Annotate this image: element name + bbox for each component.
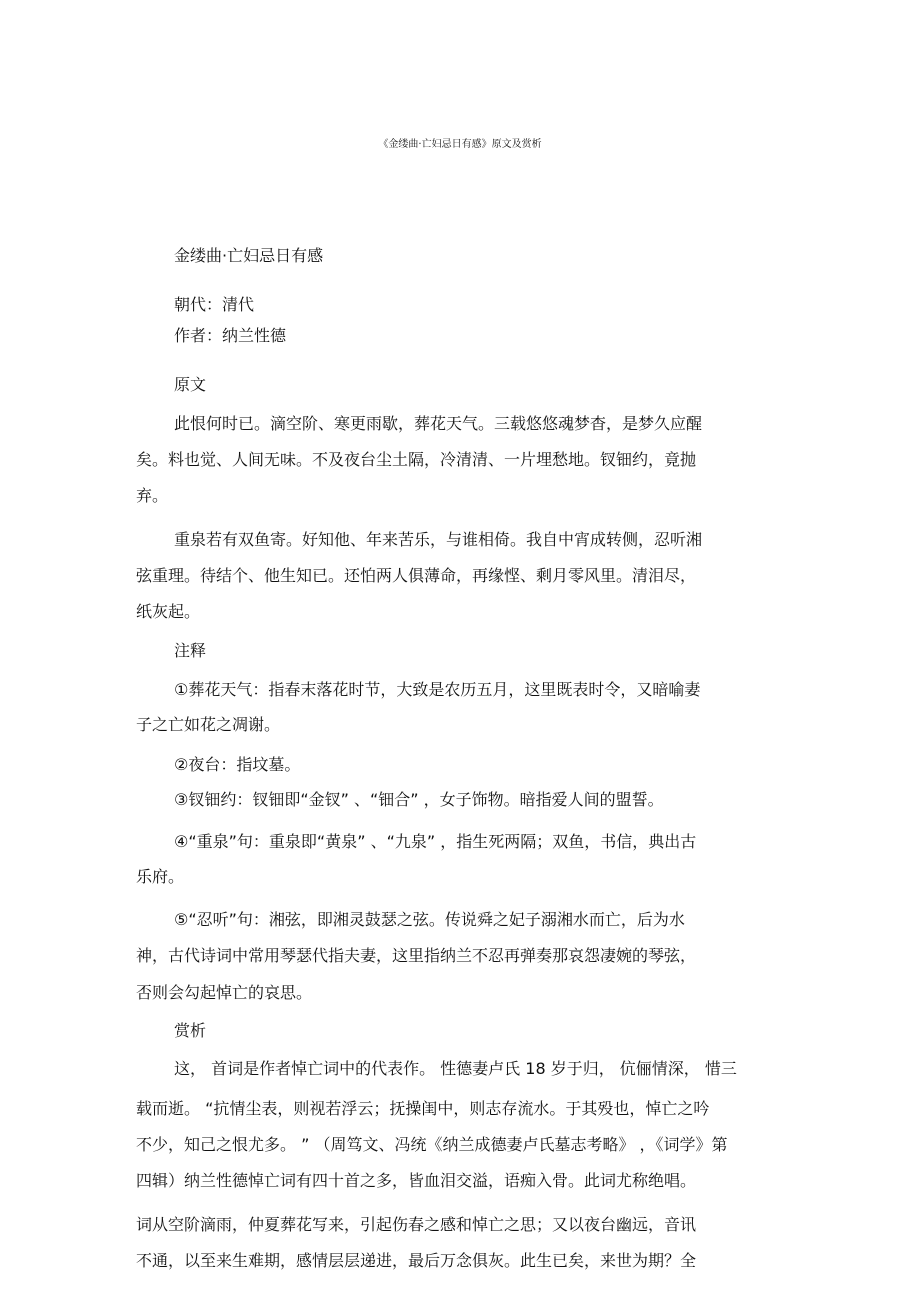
note-line: 神，古代诗词中常用琴瑟代指夫妻，这里指纳兰不忍再弹奏那哀怨凄婉的琴弦， xyxy=(136,946,697,965)
original-line: 纸灰起。 xyxy=(136,602,201,621)
original-line: 重泉若有双鱼寄。好知他、年来苦乐，与谁相倚。我自中宵成转侧，忍听湘 xyxy=(174,530,703,549)
notes-heading: 注释 xyxy=(174,641,207,660)
note-line: ②夜台：指坟墓。 xyxy=(174,755,301,774)
note-line: ⑤“忍听”句：湘弦，即湘灵鼓瑟之弦。传说舜之妃子溺湘水而亡，后为水 xyxy=(174,910,685,929)
note-line: ④“重泉”句：重泉即“黄泉” 、“九泉” ，指生死两隔；双鱼，书信，典出古 xyxy=(174,832,697,851)
original-heading: 原文 xyxy=(174,375,207,394)
dynasty-line: 朝代：清代 xyxy=(174,295,255,314)
note-line: 乐府。 xyxy=(136,867,185,886)
original-line: 弃。 xyxy=(136,486,169,505)
appreciation-line: 这， 首词是作者悼亡词中的代表作。 性德妻卢氏 18 岁于归， 伉俪情深， 惜三 xyxy=(174,1059,737,1078)
poem-title: 金缕曲·亡妇忌日有感 xyxy=(174,246,324,265)
original-line: 矣。料也觉、人间无味。不及夜台尘土隔，冷清清、一片埋愁地。钗钿约，竟抛 xyxy=(136,450,697,469)
page-title: 《金缕曲·亡妇忌日有感》原文及赏析 xyxy=(378,139,542,150)
appreciation-line: 词从空阶滴雨，仲夏葬花写来，引起伤春之感和悼亡之思；又以夜台幽远，音讯 xyxy=(136,1215,697,1234)
appreciation-line: 不少，知己之恨尤多。 ” （周笃文、冯统《纳兰成德妻卢氏墓志考略》 ，《词学》第 xyxy=(136,1135,728,1154)
appreciation-line: 不通，以至来生难期，感情层层递进，最后万念俱灰。此生已矣，来世为期？全 xyxy=(136,1251,697,1270)
note-line: ③钗钿约：钗钿即“金钗” 、“钿合” ，女子饰物。暗指爱人间的盟誓。 xyxy=(174,790,664,809)
appreciation-heading: 赏析 xyxy=(174,1021,207,1040)
appreciation-line: 载而逝。 “抗情尘表，则视若浮云；抚操闺中，则志存流水。于其殁也，悼亡之吟 xyxy=(136,1099,710,1118)
appreciation-line: 四辑）纳兰性德悼亡词有四十首之多，皆血泪交溢，语痴入骨。此词尤称绝唱。 xyxy=(136,1171,697,1190)
note-line: 子之亡如花之凋谢。 xyxy=(136,715,281,734)
original-line: 此恨何时已。滴空阶、寒更雨歇，葬花天气。三载悠悠魂梦杳，是梦久应醒 xyxy=(174,414,703,433)
note-line: ①葬花天气：指春末落花时节，大致是农历五月，这里既表时令，又暗喻妻 xyxy=(174,680,701,699)
original-line: 弦重理。待结个、他生知已。还怕两人俱薄命，再缘悭、剩月零风里。清泪尽， xyxy=(136,566,697,585)
note-line: 否则会勾起悼亡的哀思。 xyxy=(136,983,313,1002)
author-line: 作者：纳兰性德 xyxy=(174,326,287,345)
